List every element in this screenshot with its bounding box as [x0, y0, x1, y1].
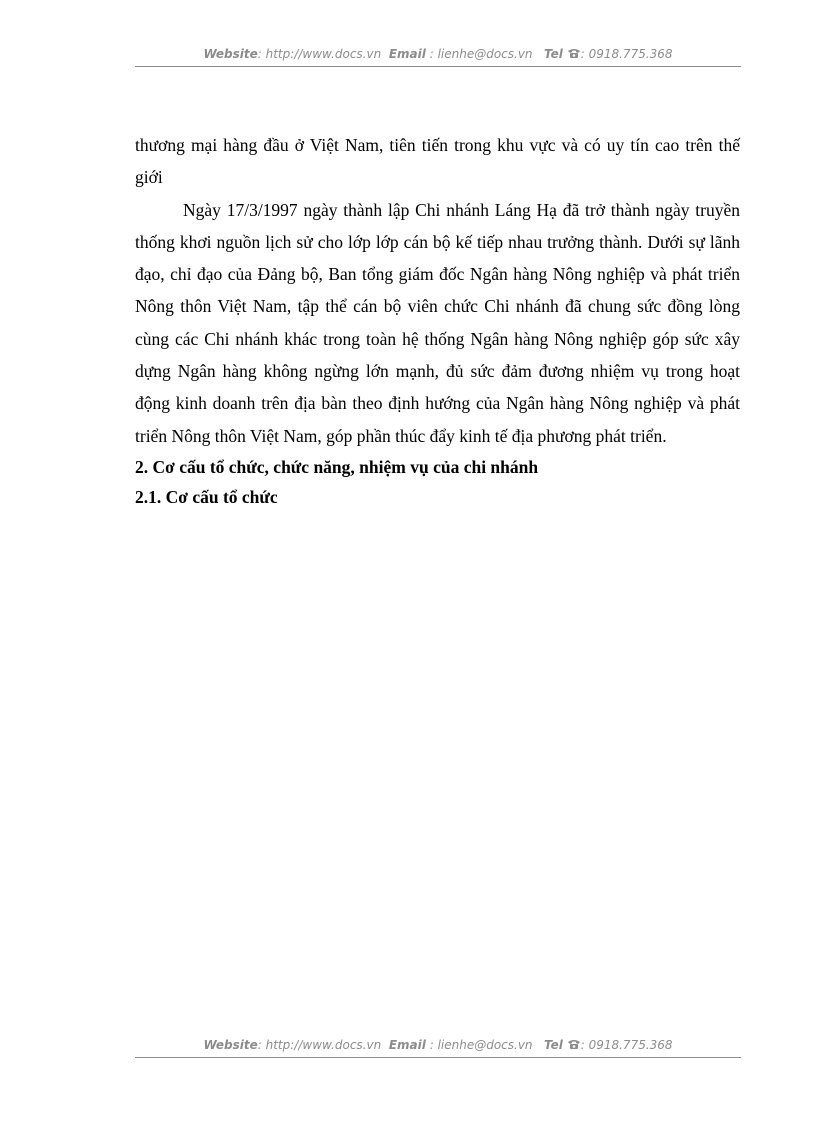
footer-email-link[interactable]: : lienhe@docs.vn	[425, 1038, 533, 1052]
header-email-link[interactable]: : lienhe@docs.vn	[425, 47, 533, 61]
header-email-label: Email	[388, 47, 426, 61]
footer-website-label: Website	[203, 1038, 258, 1052]
paragraph-history: Ngày 17/3/1997 ngày thành lập Chi nhánh Láng Hạ đã trở thành ngày truyền thống khơi nguồn lịch sử cho lớp lớp cán bộ kế tiếp nhau trưởng thành. Dưới sự lãnh đạo, chỉ đạo của Đảng bộ, Ban tổng giám đốc Ngân hàng Nông nghiệp và phát triển Nông thôn Việt Nam, tập thể cán bộ viên chức Chi nhánh đã chung sức đồng lòng cùng các Chi nhánh khác trong toàn hệ thống Ngân hàng Nông nghiệp góp sức xây dựng Ngân hàng không ngừng lớn mạnh, đủ sức đảm đương nhiệm vụ trong hoạt động kinh doanh trên địa bàn theo định hướng của Ngân hàng Nông nghiệp và phát triển Nông thôn Việt Nam, góp phần thúc đẩy kinh tế địa phương phát triển.	[135, 199, 740, 446]
footer-tel-value: : 0918.775.368	[580, 1038, 673, 1052]
header-tel-label: Tel	[544, 47, 563, 61]
page-footer	[135, 1038, 741, 1052]
footer-email-label: Email	[388, 1038, 426, 1052]
page-header	[135, 47, 741, 61]
paragraph-continuation: thương mại hàng đầu ở Việt Nam, tiên tiến trong khu vực và có uy tín cao trên thế giới	[135, 135, 740, 188]
phone-icon	[567, 1039, 581, 1050]
footer-divider	[135, 1057, 741, 1058]
section-heading: 2. Cơ cấu tổ chức, chức năng, nhiệm vụ của chi nhánh	[135, 456, 539, 477]
document-body	[135, 129, 740, 512]
header-website-label: Website	[203, 47, 258, 61]
header-website-link[interactable]: : http://www.docs.vn	[257, 47, 382, 61]
footer-tel-label: Tel	[544, 1038, 563, 1052]
header-divider	[135, 66, 741, 67]
footer-website-link[interactable]: : http://www.docs.vn	[257, 1038, 382, 1052]
subsection-heading: 2.1. Cơ cấu tổ chức	[135, 486, 278, 507]
phone-icon	[567, 48, 581, 59]
header-tel-value: : 0918.775.368	[580, 47, 673, 61]
